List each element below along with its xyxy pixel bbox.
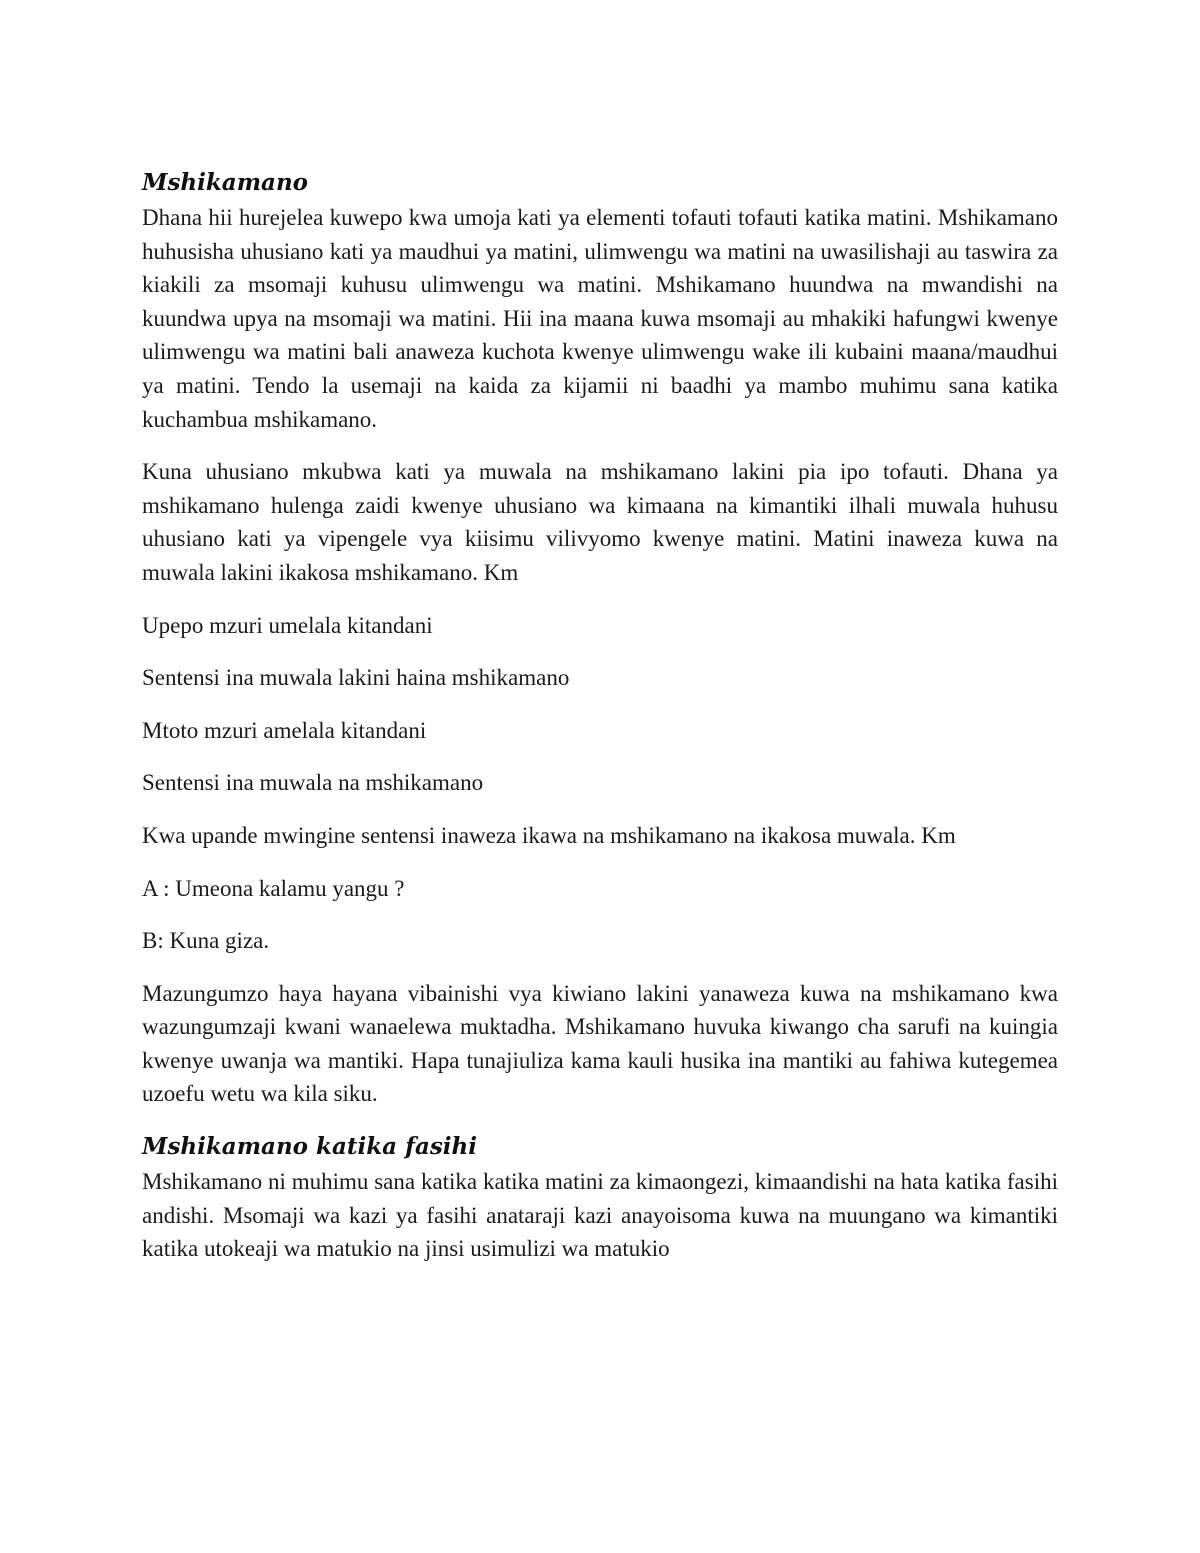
dialogue-line-b: B: Kuna giza. xyxy=(142,928,270,954)
paragraph-fasihi: Mshikamano ni muhimu sana katika katika matini za kimaongezi, kimaandishi na hata katika fasihi andishi. Msomaji wa kazi ya fasihi anataraji kazi anayoisoma kuwa na muungano wa kimantiki katika utokeaji wa matukio na jinsi usimulizi wa matukio xyxy=(142,1169,1058,1262)
paragraph-other-side: Kwa upande mwingine sentensi inaweza ikawa na mshikamano na ikakosa muwala. Km xyxy=(142,822,956,848)
example-sentence-1: Upepo mzuri umelala kitandani xyxy=(142,612,433,638)
paragraph-definition: Dhana hii hurejelea kuwepo kwa umoja kati ya elementi tofauti tofauti katika matini. Mshikamano huhusisha uhusiano kati ya maudhui ya matini, ulimwengu wa matini na uwasilishaji au taswira za kiakili za msomaji kuhusu ulimwengu wa matini. Mshikamano huundwa na mwandishi na kuundwa upya na msomaji wa matini. Hii ina maana kuwa msomaji au mhakiki hafungwi kwenye ulimwengu wa matini bali anaweza kuchota kwenye ulimwengu wake ili kubaini maana/maudhui ya matini. Tendo la usemaji na kaida za kijamii ni baadhi ya mambo muhimu sana katika kuchambua mshikamano. xyxy=(142,205,1058,432)
example-sentence-2: Mtoto mzuri amelala kitandani xyxy=(142,717,427,743)
example-comment-2: Sentensi ina muwala na mshikamano xyxy=(142,770,484,796)
dialogue-line-a: A : Umeona kalamu yangu ? xyxy=(142,875,405,901)
section-heading-fasihi: Mshikamano katika fasihi xyxy=(142,1133,478,1161)
paragraph-conversation-analysis: Mazungumzo haya hayana vibainishi vya kiwiano lakini yanaweza kuwa na mshikamano kwa wazungumzaji kwani wanaelewa muktadha. Mshikamano huvuka kiwango cha sarufi na kuingia kwenye uwanja wa mantiki. Hapa tunajiuliza kama kauli husika ina mantiki au fahiwa kutegemea uzoefu wetu wa kila siku. xyxy=(142,980,1058,1107)
paragraph-muwala-comparison: Kuna uhusiano mkubwa kati ya muwala na mshikamano lakini pia ipo tofauti. Dhana ya mshikamano hulenga zaidi kwenye uhusiano wa kimaana na kimantiki ilhali muwala huhusu uhusiano kati ya vipengele vya kiisimu vilivyomo kwenye matini. Matini inaweza kuwa na muwala lakini ikakosa mshikamano. Km xyxy=(142,459,1058,585)
document-page xyxy=(142,166,1058,1266)
example-comment-1: Sentensi ina muwala lakini haina mshikamano xyxy=(142,665,570,691)
section-heading-mshikamano: Mshikamano xyxy=(142,169,309,196)
